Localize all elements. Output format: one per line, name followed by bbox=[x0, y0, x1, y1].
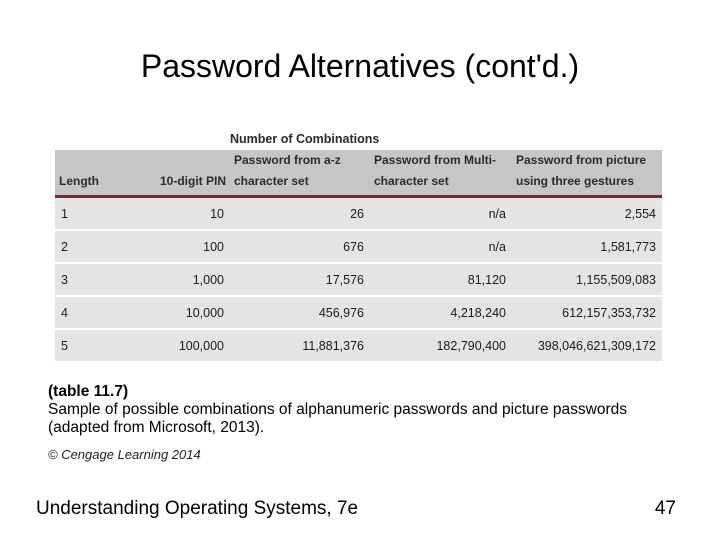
table-cell: 81,120 bbox=[370, 263, 512, 296]
footer-book-title: Understanding Operating Systems, 7e bbox=[36, 498, 359, 519]
table-cell: 26 bbox=[230, 197, 370, 231]
table-cell: 676 bbox=[230, 230, 370, 263]
table-caption bbox=[48, 383, 668, 437]
combinations-table-grid bbox=[55, 130, 662, 363]
table-cell: 2,554 bbox=[512, 197, 662, 231]
table-row bbox=[55, 197, 662, 231]
table-cell: 1,581,773 bbox=[512, 230, 662, 263]
table-cell: 5 bbox=[55, 329, 125, 362]
table-cell: 10,000 bbox=[125, 296, 230, 329]
table-cell: 1,000 bbox=[125, 263, 230, 296]
column-header-az: Password from a-z character set bbox=[230, 150, 370, 197]
page-number: 47 bbox=[654, 498, 676, 519]
table-cell: n/a bbox=[370, 197, 512, 231]
slide-title: Password Alternatives (cont'd.) bbox=[140, 48, 580, 84]
table-row bbox=[55, 329, 662, 362]
table-cell: 1 bbox=[55, 197, 125, 231]
table-cell: 2 bbox=[55, 230, 125, 263]
table-cell: 4,218,240 bbox=[370, 296, 512, 329]
column-header-multichar: Password from Multi-character set bbox=[370, 150, 512, 197]
combinations-table bbox=[55, 130, 662, 366]
caption-label: (table 11.7) bbox=[48, 383, 129, 400]
column-header-picture: Password from picture using three gestures bbox=[512, 150, 662, 197]
table-cell: 17,576 bbox=[230, 263, 370, 296]
group-header: Number of Combinations bbox=[230, 132, 380, 146]
caption-text: Sample of possible combinations of alphanumeric passwords and picture passwords (adapted from Microsoft, 2013). bbox=[48, 401, 627, 436]
table-cell: 456,976 bbox=[230, 296, 370, 329]
table-cell: 4 bbox=[55, 296, 125, 329]
table-cell: 182,790,400 bbox=[370, 329, 512, 362]
table-cell: 100,000 bbox=[125, 329, 230, 362]
table-row bbox=[55, 263, 662, 296]
copyright-notice: © Cengage Learning 2014 bbox=[48, 447, 201, 462]
table-row bbox=[55, 230, 662, 263]
table-cell: 3 bbox=[55, 263, 125, 296]
table-row bbox=[55, 296, 662, 329]
table-cell: 100 bbox=[125, 230, 230, 263]
table-cell: 1,155,509,083 bbox=[512, 263, 662, 296]
column-header-length: Length bbox=[55, 150, 125, 197]
table-cell: 11,881,376 bbox=[230, 329, 370, 362]
table-cell: n/a bbox=[370, 230, 512, 263]
column-header-pin: 10-digit PIN bbox=[125, 150, 230, 197]
table-cell: 398,046,621,309,172 bbox=[512, 329, 662, 362]
table-cell: 612,157,353,732 bbox=[512, 296, 662, 329]
table-cell: 10 bbox=[125, 197, 230, 231]
